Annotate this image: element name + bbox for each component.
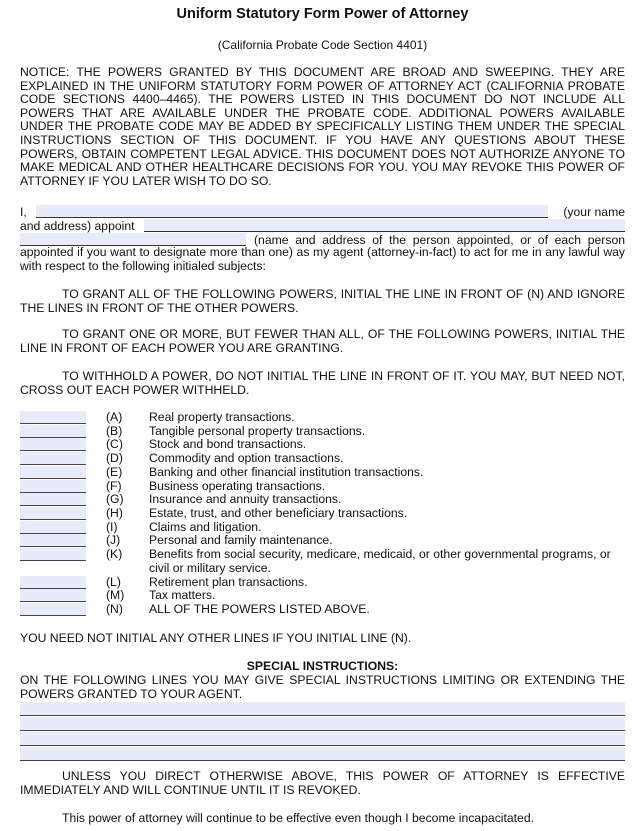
initial-field-j[interactable] [20, 534, 86, 547]
power-letter: (E) [106, 464, 123, 479]
power-row-c [20, 438, 625, 452]
power-letter: (H) [106, 505, 123, 520]
power-text: Retirement plan transactions. [149, 574, 308, 589]
initial-field-b[interactable] [20, 425, 86, 438]
power-text: Claims and litigation. [149, 519, 262, 534]
incapacity-paragraph: This power of attorney will continue to be effective even though I become incapacitated. [62, 811, 534, 825]
initial-field-l[interactable] [20, 576, 86, 589]
power-row-k [20, 548, 625, 576]
principal-name-field[interactable] [36, 205, 548, 218]
special-instructions-line-2[interactable] [20, 717, 625, 731]
power-row-e [20, 466, 625, 480]
power-text-continuation: civil or military service. [149, 560, 271, 575]
power-letter: (M) [106, 588, 125, 603]
power-text: Personal and family maintenance. [149, 533, 333, 548]
power-letter: (J) [106, 533, 121, 548]
power-text: Tax matters. [149, 588, 216, 603]
document-title: Uniform Statutory Form Power of Attorney [176, 6, 469, 22]
special-instructions-line-4[interactable] [20, 747, 625, 761]
power-letter: (C) [106, 437, 123, 452]
initial-field-i[interactable] [20, 521, 86, 534]
power-row-d [20, 452, 625, 466]
initial-field-k[interactable] [20, 548, 86, 561]
instruction-grant-some: TO GRANT ONE OR MORE, BUT FEWER THAN ALL, OF THE FOLLOWING POWERS, INITIAL THE LINE IN FRONT OF EACH POWER YOU ARE GRANTING. [20, 327, 625, 355]
power-row-n [20, 603, 625, 617]
initial-field-e[interactable] [20, 466, 86, 479]
power-text: Estate, trust, and other beneficiary transactions. [149, 505, 408, 520]
power-row-g [20, 493, 625, 507]
power-text: Insurance and annuity transactions. [149, 492, 342, 507]
power-row-f [20, 480, 625, 494]
power-letter: (F) [106, 478, 122, 493]
power-text: ALL OF THE POWERS LISTED ABOVE. [149, 601, 370, 616]
power-text: Stock and bond transactions. [149, 437, 307, 452]
power-letter: (B) [106, 423, 123, 438]
special-instructions-text: ON THE FOLLOWING LINES YOU MAY GIVE SPECIAL INSTRUCTIONS LIMITING OR EXTENDING THE POWERS GRANTED TO YOUR AGENT. [20, 673, 625, 701]
power-row-a [20, 411, 625, 425]
initial-field-a[interactable] [20, 411, 86, 424]
power-text: Real property transactions. [149, 410, 295, 424]
instruction-withhold: TO WITHHOLD A POWER, DO NOT INITIAL THE LINE IN FRONT OF IT. YOU MAY, BUT NEED NOT, CROSS OUT EACH POWER WITHHELD. [20, 369, 625, 397]
i-label: I, [20, 205, 27, 219]
initial-field-h[interactable] [20, 507, 86, 520]
initial-field-m[interactable] [20, 589, 86, 602]
agent-label: (name and address of the person appointed, or of each person [254, 233, 625, 247]
power-letter: (A) [106, 410, 123, 424]
special-instructions-title: SPECIAL INSTRUCTIONS: [246, 659, 399, 673]
effective-paragraph: UNLESS YOU DIRECT OTHERWISE ABOVE, THIS POWER OF ATTORNEY IS EFFECTIVE IMMEDIATELY AND WILL CONTINUE UNTIL IT IS REVOKED. [20, 769, 625, 797]
address-line [20, 219, 625, 233]
appointment-continuation: appointed if you want to designate more than one) as my agent (attorney-in-fact) to act for me in any lawful way with respect to the following initialed subjects: [20, 245, 625, 273]
notice-paragraph: NOTICE: THE POWERS GRANTED BY THIS DOCUMENT ARE BROAD AND SWEEPING. THEY ARE EXPLAINED IN THE UNIFORM STATUTORY FORM POWER OF ATTORNEY ACT (CALIFORNIA PROBATE CODE SECTIONS 4400–4465). THE POWERS LISTED IN THIS DOCUMENT DO NOT INCLUDE ALL POWERS THAT ARE AVAILABLE UNDER THE PROBATE CODE. ADDITIONAL POWERS AVAILABLE UNDER THE PROBATE CODE MAY BE ADDED BY SPECIFICALLY LISTING THEM UNDER THE SPECIAL INSTRUCTIONS SECTION OF THIS DOCUMENT. IF YOU HAVE ANY QUESTIONS ABOUT THESE POWERS, OBTAIN COMPETENT LEGAL ADVICE. THIS DOCUMENT DOES NOT AUTHORIZE ANYONE TO MAKE MEDICAL AND OTHER HEALTHCARE DECISIONS FOR YOU. YOU MAY REVOKE THIS POWER OF ATTORNEY IF YOU LATER WISH TO DO SO. [20, 65, 625, 188]
power-row-b [20, 425, 625, 439]
initial-field-d[interactable] [20, 452, 86, 465]
special-instructions-line-3[interactable] [20, 732, 625, 746]
power-row-j [20, 534, 625, 548]
principal-line [20, 205, 625, 219]
power-letter: (N) [106, 601, 123, 616]
power-row-m [20, 589, 625, 603]
power-text: Tangible personal property transactions. [149, 423, 366, 438]
principal-address-field[interactable] [144, 219, 625, 232]
power-letter: (L) [106, 574, 121, 589]
power-letter: (D) [106, 451, 123, 466]
power-letter: (G) [106, 492, 124, 507]
initial-field-g[interactable] [20, 493, 86, 506]
initial-field-f[interactable] [20, 480, 86, 493]
instruction-grant-all: TO GRANT ALL OF THE FOLLOWING POWERS, INITIAL THE LINE IN FRONT OF (N) AND IGNORE THE LINES IN FRONT OF THE OTHER POWERS. [20, 287, 625, 315]
no-initial-note: YOU NEED NOT INITIAL ANY OTHER LINES IF YOU INITIAL LINE (N). [20, 631, 412, 645]
and-address-label: and address) appoint [20, 219, 135, 233]
your-name-label: (your name [563, 205, 625, 219]
initial-field-n[interactable] [20, 603, 86, 616]
document-subtitle: (California Probate Code Section 4401) [217, 38, 428, 52]
power-row-h [20, 507, 625, 521]
initial-field-c[interactable] [20, 438, 86, 451]
power-letter: (I) [106, 519, 118, 534]
power-letter: (K) [106, 547, 123, 561]
power-text: Commodity and option transactions. [149, 451, 344, 466]
power-text: Banking and other financial institution transactions. [149, 464, 424, 479]
power-text: Business operating transactions. [149, 478, 326, 493]
power-text: Benefits from social security, medicare, medicaid, or other governmental programs, or [149, 547, 611, 561]
power-row-i [20, 521, 625, 535]
power-row-l [20, 576, 625, 590]
special-instructions-line-1[interactable] [20, 702, 625, 716]
